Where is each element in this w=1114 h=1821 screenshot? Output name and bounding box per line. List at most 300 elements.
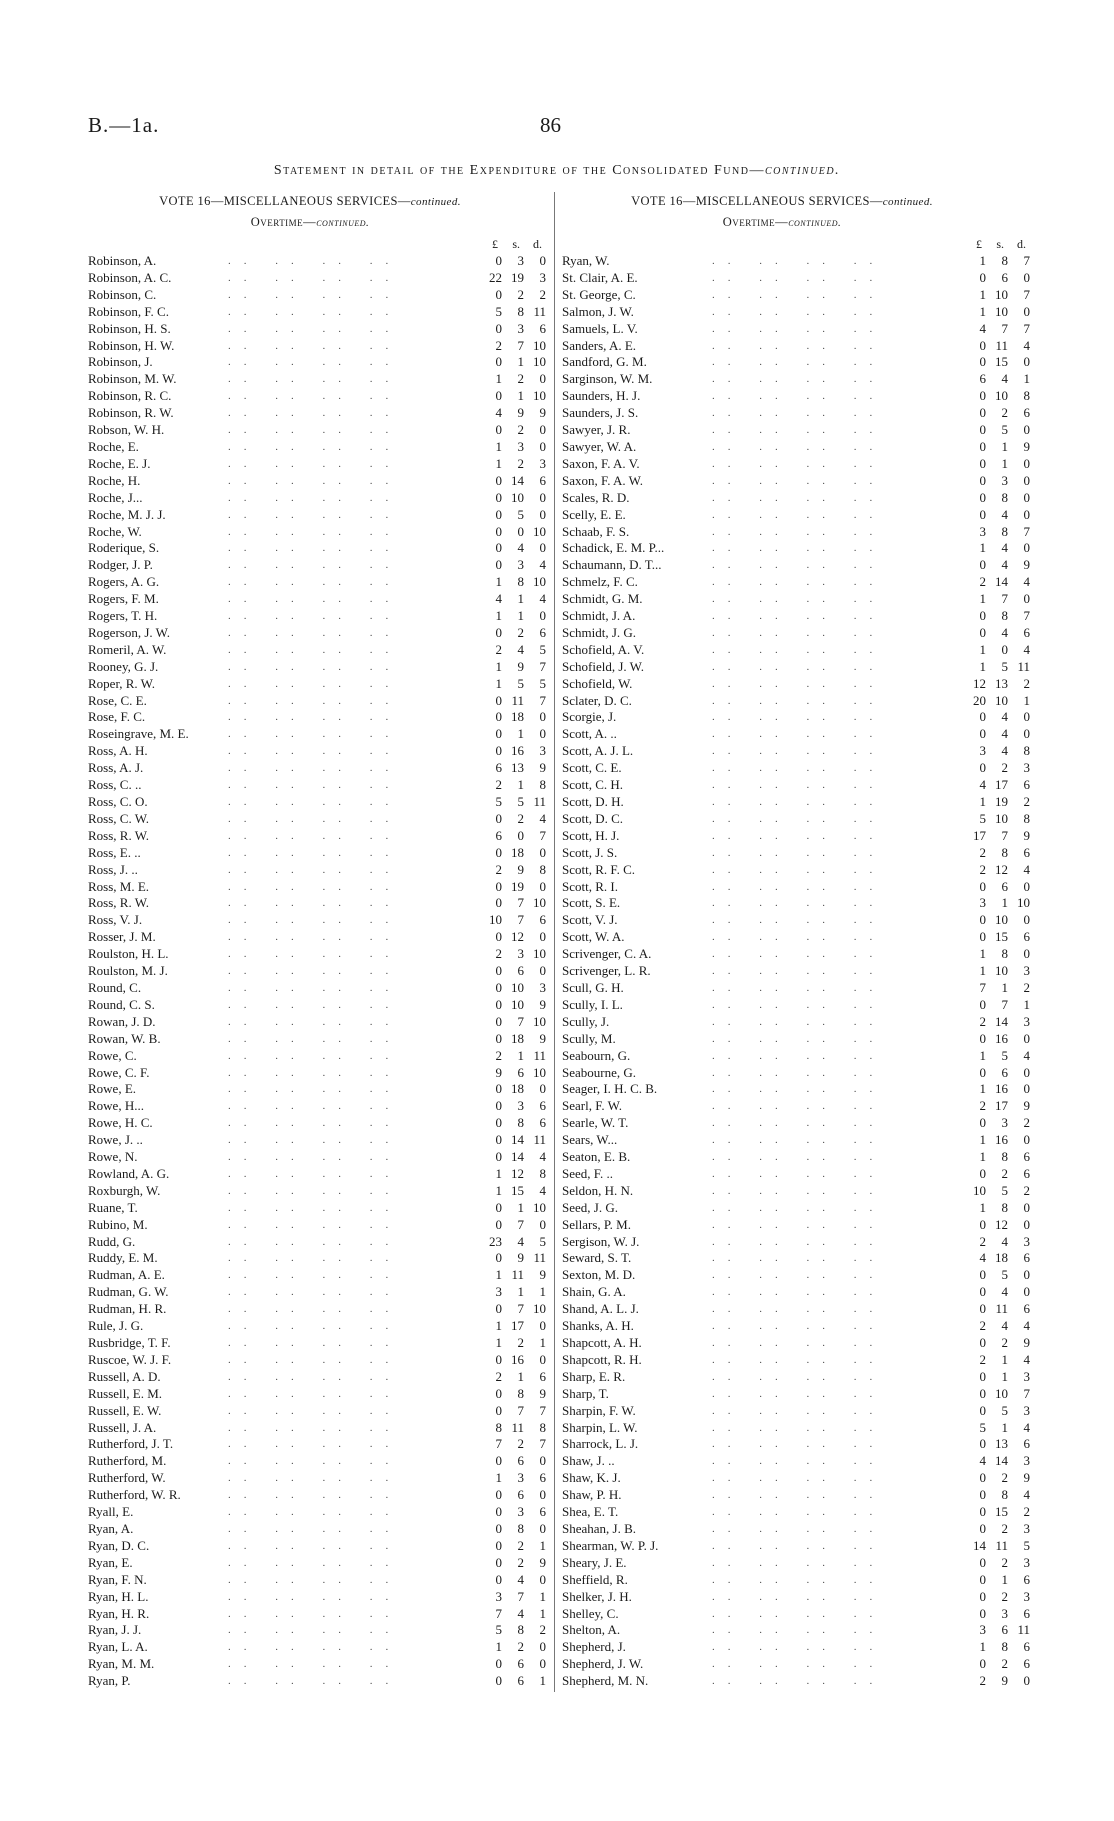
shillings-value: 12 — [511, 929, 524, 945]
table-row — [562, 303, 1030, 321]
pence-value: 2 — [1023, 1115, 1030, 1131]
shillings-value: 7 — [517, 1013, 524, 1029]
pounds-value: 2 — [979, 1013, 986, 1029]
table-row — [562, 624, 1030, 642]
leader-dots: .. .. .. .. — [228, 1539, 402, 1552]
pence-value: 9 — [539, 1554, 546, 1570]
table-row — [562, 523, 1030, 541]
pence-value: 4 — [1023, 861, 1030, 877]
shillings-value: 9 — [1001, 1673, 1008, 1689]
table-row — [562, 844, 1030, 862]
payee-name: Sheary, J. E. — [562, 1554, 627, 1570]
shillings-value: 3 — [517, 438, 524, 454]
pounds-value: 1 — [495, 608, 502, 624]
leader-dots: .. .. .. .. — [712, 1522, 886, 1535]
pounds-value: 0 — [495, 1030, 502, 1046]
shillings-value: 4 — [1001, 557, 1008, 573]
pounds-value: 0 — [979, 489, 986, 505]
column-header: £ — [976, 237, 982, 251]
pence-value: 6 — [539, 912, 546, 928]
pence-value: 0 — [1023, 1267, 1030, 1283]
pounds-value: 4 — [979, 1453, 986, 1469]
table-row — [88, 997, 548, 1014]
pence-value: 0 — [539, 844, 546, 860]
leader-dots: .. .. .. .. — [228, 1083, 402, 1096]
pence-value: 9 — [1023, 827, 1030, 843]
shillings-value: 10 — [511, 489, 524, 505]
shillings-value: 4 — [517, 1233, 524, 1249]
leader-dots: .. .. .. .. — [712, 1675, 886, 1688]
leader-dots: .. .. .. .. — [712, 1134, 886, 1147]
shillings-value: 13 — [511, 760, 524, 776]
shillings-value: 3 — [517, 1504, 524, 1520]
shillings-value: 12 — [995, 1216, 1008, 1232]
leader-dots: .. .. .. .. — [712, 1184, 886, 1197]
payee-name: Shapcott, R. H. — [562, 1351, 642, 1367]
pounds-value: 0 — [979, 1588, 986, 1604]
pounds-value: 0 — [979, 608, 986, 624]
payee-name: Ross, M. E. — [88, 878, 150, 894]
pounds-value: 0 — [495, 1554, 502, 1570]
pence-value: 6 — [539, 1115, 546, 1131]
shillings-value: 17 — [995, 1098, 1008, 1114]
leader-dots: .. .. .. .. — [712, 796, 886, 808]
pence-value: 11 — [533, 303, 546, 319]
leader-dots: .. .. .. .. — [712, 559, 886, 572]
payee-name: Schofield, A. V. — [562, 641, 645, 657]
payee-name: Ryan, L. A. — [88, 1639, 148, 1655]
shillings-value: 3 — [517, 1470, 524, 1486]
payee-name: Ross, R. W. — [88, 895, 150, 911]
payee-name: Sharp, T. — [562, 1385, 609, 1401]
payee-name: Rowan, W. B. — [88, 1030, 161, 1046]
table-row — [562, 641, 1030, 659]
shillings-value: 8 — [1001, 608, 1008, 624]
statement-title — [0, 163, 1114, 179]
leader-dots: .. .. .. .. — [712, 1032, 886, 1045]
pounds-value: 2 — [979, 1318, 986, 1334]
shillings-value: 16 — [511, 1351, 524, 1367]
payee-name: Sheffield, R. — [562, 1571, 628, 1587]
payee-name: Russell, A. D. — [88, 1368, 161, 1384]
pence-value: 0 — [1023, 422, 1030, 438]
pence-value: 0 — [539, 1351, 546, 1367]
table-row — [562, 489, 1030, 507]
table-row — [562, 1165, 1030, 1183]
pounds-value: 1 — [979, 1081, 986, 1097]
leader-dots: .. .. .. .. — [228, 322, 402, 335]
table-row — [562, 1571, 1030, 1589]
pence-value: 8 — [1023, 388, 1030, 404]
pounds-value: 14 — [973, 1537, 986, 1553]
table-row — [88, 1250, 548, 1267]
payee-name: Schofield, W. — [562, 675, 633, 691]
pence-value: 0 — [1023, 709, 1030, 725]
pence-value: 7 — [539, 1402, 546, 1418]
table-row — [88, 1504, 548, 1521]
payee-name: Ross, V. J. — [88, 912, 143, 928]
table-row — [562, 1064, 1030, 1082]
shillings-value: 2 — [517, 1335, 524, 1350]
payee-name: Robinson, H. S. — [88, 320, 171, 336]
leader-dots: .. .. .. .. — [712, 965, 886, 978]
table-row — [88, 1656, 548, 1673]
shillings-value: 5 — [1001, 422, 1008, 438]
shillings-value: 8 — [517, 1622, 524, 1638]
pence-value: 1 — [539, 1605, 546, 1621]
pence-value: 0 — [539, 422, 546, 438]
pence-value: 6 — [1023, 405, 1030, 421]
table-row — [562, 1267, 1030, 1284]
payee-name: Ruddy, E. M. — [88, 1250, 158, 1266]
payee-name: Ross, J. .. — [88, 861, 138, 877]
pence-value: 0 — [539, 1571, 546, 1587]
pounds-value: 1 — [979, 1132, 986, 1148]
shillings-value: 8 — [1001, 253, 1008, 268]
payee-name: Saxon, F. A. V. — [562, 455, 640, 471]
table-row — [562, 1233, 1030, 1251]
leader-dots: .. .. .. .. — [712, 626, 886, 639]
shillings-value: 2 — [1001, 760, 1008, 776]
pence-value: 11 — [533, 1250, 546, 1266]
table-row — [562, 777, 1030, 794]
leader-dots: .. .. .. .. — [228, 1049, 402, 1062]
payee-name: Seabourne, G. — [562, 1064, 637, 1080]
leader-dots: .. .. .. .. — [228, 1522, 402, 1535]
table-row — [88, 879, 548, 896]
table-row — [562, 1588, 1030, 1606]
shillings-value: 7 — [1001, 996, 1008, 1012]
pounds-value: 0 — [979, 1656, 986, 1672]
table-row — [88, 1098, 548, 1115]
shillings-value: 7 — [517, 1301, 524, 1317]
payee-name: Scully, M. — [562, 1030, 616, 1046]
leader-dots: .. .. .. .. — [712, 660, 886, 673]
shillings-value: 12 — [995, 861, 1008, 877]
pence-value: 7 — [1023, 523, 1030, 539]
pence-value: 1 — [1023, 371, 1030, 387]
pence-value: 10 — [533, 1064, 546, 1080]
payee-name: Robson, W. H. — [88, 422, 165, 438]
pounds-value: 0 — [495, 878, 502, 894]
left-vote-label: VOTE 16—MISCELLANEOUS SERVICES— — [159, 194, 411, 208]
shillings-value: 8 — [517, 1385, 524, 1401]
document-reference: B.—1a. — [88, 113, 160, 137]
leader-dots: .. .. .. .. — [228, 440, 402, 453]
pence-value: 4 — [1023, 337, 1030, 353]
column-header: s. — [996, 237, 1004, 251]
table-row — [88, 1065, 548, 1082]
pounds-value: 0 — [979, 1368, 986, 1384]
payee-name: Scully, J. — [562, 1013, 610, 1029]
payee-name: Scott, C. H. — [562, 777, 624, 793]
pence-value: 0 — [539, 1656, 546, 1672]
pounds-value: 1 — [495, 1318, 502, 1334]
pounds-value: 0 — [495, 1351, 502, 1367]
pence-value: 6 — [539, 320, 546, 336]
pence-value: 3 — [1023, 1013, 1030, 1029]
pounds-value: 0 — [979, 506, 986, 522]
leader-dots: .. .. .. .. — [228, 1641, 402, 1654]
leader-dots: .. .. .. .. — [228, 339, 402, 352]
pence-value: 2 — [1023, 794, 1030, 809]
leader-dots: .. .. .. .. — [712, 1438, 886, 1451]
payee-name: Scott, A. J. L. — [562, 743, 634, 759]
pence-value: 10 — [533, 946, 546, 962]
pence-value: 0 — [1023, 1284, 1030, 1300]
pounds-value: 2 — [495, 946, 502, 962]
table-row — [88, 1606, 548, 1623]
payee-name: Robinson, J. — [88, 354, 153, 370]
pence-value: 6 — [1023, 1639, 1030, 1655]
table-row — [88, 388, 548, 405]
pence-value: 6 — [1023, 1436, 1030, 1452]
payee-name: Roche, M. J. J. — [88, 506, 166, 522]
table-row — [88, 946, 548, 963]
pence-value: 10 — [533, 337, 546, 353]
pence-value: 0 — [539, 540, 546, 556]
payee-name: Ryan, H. L. — [88, 1588, 149, 1604]
pence-value: 9 — [1023, 1098, 1030, 1114]
leader-dots: .. .. .. .. — [228, 610, 402, 623]
payee-name: Shapcott, A. H. — [562, 1335, 642, 1350]
pounds-value: 0 — [495, 1013, 502, 1029]
table-row — [562, 1098, 1030, 1115]
table-row — [562, 709, 1030, 726]
payee-name: Schmelz, F. C. — [562, 574, 638, 590]
pounds-value: 1 — [979, 1639, 986, 1655]
table-row — [88, 405, 548, 422]
shillings-value: 1 — [1001, 438, 1008, 454]
shillings-value: 10 — [511, 996, 524, 1012]
payee-name: Schofield, J. W. — [562, 658, 644, 674]
pence-value: 11 — [1017, 658, 1030, 674]
pence-value: 6 — [1023, 1301, 1030, 1317]
payee-name: Rosser, J. M. — [88, 929, 156, 945]
pounds-value: 0 — [495, 523, 502, 539]
leader-dots: .. .. .. .. — [712, 1015, 886, 1028]
leader-dots: .. .. .. .. — [228, 745, 402, 758]
payee-name: Russell, J. A. — [88, 1419, 157, 1435]
table-row — [88, 726, 548, 743]
pence-value: 0 — [539, 878, 546, 894]
payee-name: Samuels, L. V. — [562, 320, 638, 336]
table-row — [562, 320, 1030, 338]
column-divider — [554, 192, 555, 1692]
table-row — [562, 1318, 1030, 1335]
pounds-value: 0 — [495, 743, 502, 759]
payee-name: Round, C. — [88, 979, 142, 995]
pounds-value: 3 — [979, 1622, 986, 1638]
pence-value: 2 — [1023, 979, 1030, 995]
leader-dots: .. .. .. .. — [712, 288, 886, 301]
leader-dots: .. .. .. .. — [712, 914, 886, 927]
column-header: d. — [533, 237, 542, 251]
pounds-value: 7 — [979, 979, 986, 995]
payee-name: Shand, A. L. J. — [562, 1301, 639, 1317]
table-row — [88, 1031, 548, 1048]
shillings-value: 18 — [511, 1030, 524, 1046]
pence-value: 1 — [539, 1335, 546, 1350]
shillings-value: 10 — [995, 1385, 1008, 1401]
right-subheading-continued: continued. — [788, 217, 842, 229]
payee-name: Round, C. S. — [88, 996, 155, 1012]
leader-dots: .. .. .. .. — [712, 779, 886, 792]
pounds-value: 0 — [979, 388, 986, 404]
pence-value: 0 — [1023, 354, 1030, 370]
pence-value: 4 — [539, 1182, 546, 1198]
table-row — [562, 1639, 1030, 1656]
table-row — [562, 1284, 1030, 1301]
pounds-value: 0 — [495, 286, 502, 302]
table-row — [562, 726, 1030, 743]
pounds-value: 10 — [973, 1182, 986, 1198]
pence-value: 9 — [539, 1385, 546, 1401]
pounds-value: 0 — [495, 844, 502, 860]
table-row — [562, 912, 1030, 929]
table-row — [88, 1453, 548, 1470]
pence-value: 4 — [1023, 1318, 1030, 1334]
payee-name: Ryan, W. — [562, 253, 610, 268]
table-row — [562, 760, 1030, 777]
table-row — [562, 1402, 1030, 1420]
leader-dots: .. .. .. .. — [228, 1015, 402, 1028]
table-row — [88, 304, 548, 321]
table-row — [562, 438, 1030, 456]
payee-name: Shepherd, J. — [562, 1639, 626, 1655]
pounds-value: 0 — [495, 1656, 502, 1672]
shillings-value: 13 — [995, 1436, 1008, 1452]
payee-name: Shain, G. A. — [562, 1284, 626, 1300]
payee-name: Ross, C. O. — [88, 794, 148, 809]
pounds-value: 5 — [979, 810, 986, 826]
pounds-value: 1 — [979, 286, 986, 302]
page-number: 86 — [540, 113, 561, 137]
pence-value: 3 — [539, 269, 546, 285]
table-row — [562, 963, 1030, 980]
table-row — [562, 1030, 1030, 1048]
pounds-value: 2 — [979, 574, 986, 590]
payee-name: Sharrock, L. J. — [562, 1436, 639, 1452]
payee-name: Roche, H. — [88, 472, 141, 488]
payee-name: Sawyer, J. R. — [562, 422, 631, 438]
payee-name: Ruscoe, W. J. F. — [88, 1351, 172, 1367]
payee-name: Ruane, T. — [88, 1199, 138, 1215]
table-row — [88, 287, 548, 304]
payee-name: Russell, E. W. — [88, 1402, 162, 1418]
shillings-value: 7 — [1001, 827, 1008, 843]
leader-dots: .. .. .. .. — [228, 407, 402, 420]
leader-dots: .. .. .. .. — [228, 1421, 402, 1434]
table-row — [562, 979, 1030, 997]
table-row — [88, 760, 548, 777]
leader-dots: .. .. .. .. — [228, 1658, 402, 1671]
pounds-value: 0 — [495, 929, 502, 945]
shillings-value: 7 — [517, 912, 524, 928]
pence-value: 6 — [1023, 777, 1030, 793]
shillings-value: 2 — [517, 1537, 524, 1553]
right-vote-heading — [562, 194, 1002, 209]
pounds-value: 12 — [973, 675, 986, 691]
payee-name: Sheahan, J. B. — [562, 1520, 637, 1536]
leader-dots: .. .. .. .. — [712, 440, 886, 453]
pence-value: 4 — [1023, 1047, 1030, 1063]
table-row — [88, 574, 548, 591]
shillings-value: 3 — [1001, 1115, 1008, 1131]
pounds-value: 0 — [979, 1571, 986, 1587]
pounds-value: 0 — [495, 320, 502, 336]
pence-value: 10 — [533, 354, 546, 370]
table-row — [88, 1589, 548, 1606]
shillings-value: 3 — [517, 1098, 524, 1114]
leader-dots: .. .. .. .. — [712, 356, 886, 369]
shillings-value: 11 — [995, 1537, 1008, 1553]
pence-value: 0 — [539, 929, 546, 945]
pounds-value: 0 — [495, 1149, 502, 1165]
pounds-value: 0 — [495, 540, 502, 556]
pence-value: 7 — [539, 827, 546, 843]
pence-value: 11 — [533, 1132, 546, 1148]
pounds-value: 0 — [979, 1216, 986, 1232]
payee-name: Scott, V. J. — [562, 912, 618, 928]
table-row — [562, 1605, 1030, 1623]
pounds-value: 0 — [495, 1115, 502, 1131]
table-row — [562, 1081, 1030, 1098]
pence-value: 8 — [1023, 810, 1030, 826]
shillings-value: 7 — [517, 1588, 524, 1604]
left-column — [88, 237, 548, 1690]
shillings-value: 15 — [995, 929, 1008, 945]
leader-dots: .. .. .. .. — [712, 728, 886, 741]
pounds-value: 0 — [979, 1267, 986, 1283]
payee-name: Scull, G. H. — [562, 979, 624, 995]
payee-name: Scorgie, J. — [562, 709, 617, 725]
leader-dots: .. .. .. .. — [228, 373, 402, 386]
pence-value: 1 — [539, 1588, 546, 1604]
shillings-value: 6 — [517, 1453, 524, 1469]
table-row — [88, 591, 548, 608]
pounds-value: 0 — [979, 1554, 986, 1570]
table-row — [562, 557, 1030, 574]
table-row — [562, 388, 1030, 405]
shillings-value: 1 — [517, 608, 524, 624]
pence-value: 9 — [1023, 438, 1030, 454]
payee-name: Roper, R. W. — [88, 675, 156, 691]
shillings-value: 4 — [517, 1571, 524, 1587]
pence-value: 0 — [1023, 1064, 1030, 1080]
shillings-value: 6 — [1001, 878, 1008, 894]
table-row — [562, 1132, 1030, 1149]
shillings-value: 10 — [995, 286, 1008, 302]
shillings-value: 1 — [1001, 1419, 1008, 1435]
payee-name: Seabourn, G. — [562, 1047, 631, 1063]
shillings-value: 14 — [995, 1013, 1008, 1029]
shillings-value: 10 — [995, 388, 1008, 404]
table-row — [562, 1149, 1030, 1166]
shillings-value: 11 — [511, 1419, 524, 1435]
right-vote-continued: continued. — [882, 196, 933, 208]
left-subheading-continued: continued. — [316, 217, 370, 229]
payee-name: Shea, E. T. — [562, 1504, 619, 1520]
pounds-value: 0 — [979, 1504, 986, 1520]
payee-name: Rogerson, J. W. — [88, 624, 170, 640]
leader-dots: .. .. .. .. — [712, 1252, 886, 1265]
leader-dots: .. .. .. .. — [228, 1556, 402, 1569]
payee-name: Shanks, A. H. — [562, 1318, 634, 1334]
leader-dots: .. .. .. .. — [712, 1337, 886, 1349]
right-column — [562, 237, 1030, 1690]
pounds-value: 1 — [979, 963, 986, 979]
